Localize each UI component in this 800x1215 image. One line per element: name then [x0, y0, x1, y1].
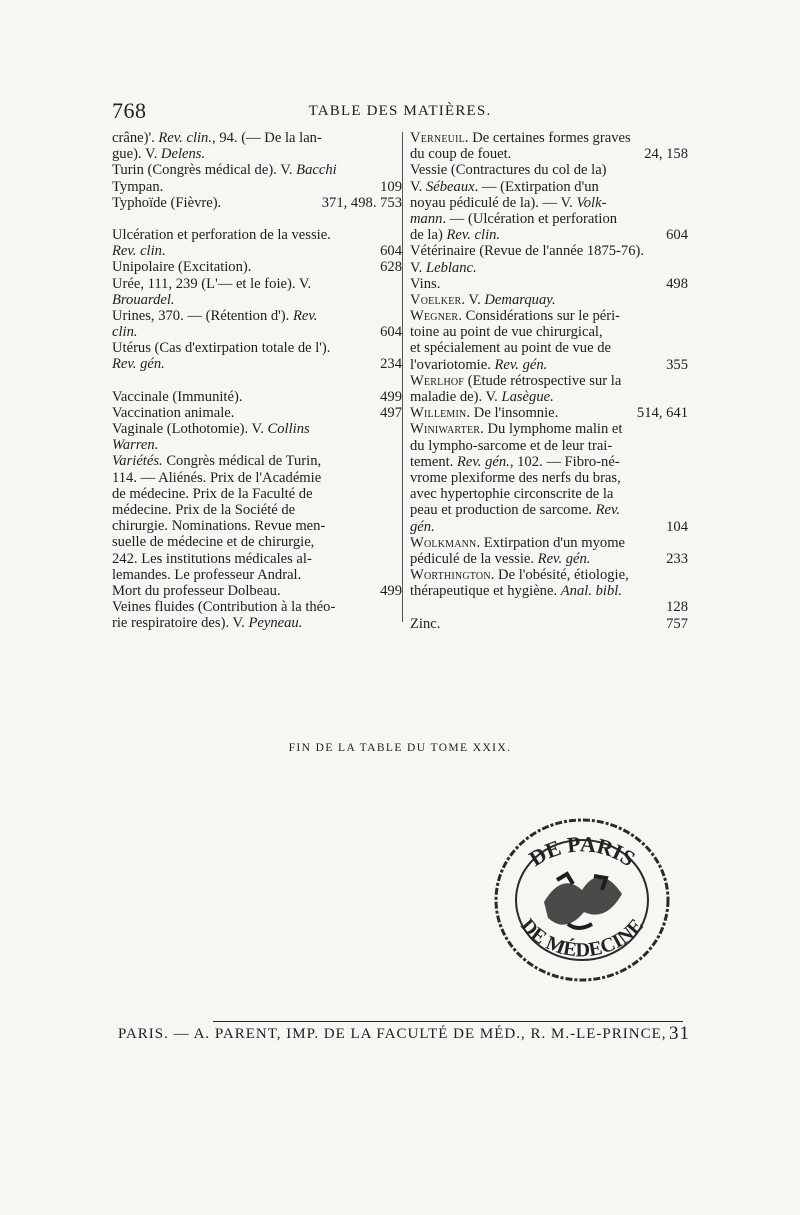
index-line: [410, 195, 688, 211]
index-line: [112, 324, 402, 340]
index-line: [112, 567, 402, 583]
index-t: V.: [410, 178, 426, 195]
index-t: Zinc.: [410, 615, 441, 632]
index-line: [410, 340, 688, 356]
stamp-text-bottom: DE MÉDECINE: [516, 914, 648, 962]
index-line: [112, 179, 402, 195]
index-line: [112, 470, 402, 486]
index-t: toine au point de vue chirurgical,: [410, 324, 603, 341]
index-t: et spécialement au point de vue de: [410, 340, 611, 357]
index-line: [112, 227, 402, 243]
index-line: [112, 243, 402, 259]
index-t: du lympho-sarcome et de leur trai-: [410, 437, 613, 454]
index-line: [112, 534, 402, 550]
index-line: [112, 292, 402, 308]
index-line: [410, 470, 688, 486]
index-line: [410, 583, 688, 599]
index-t: lemandes. Le professeur Andral.: [112, 566, 302, 583]
index-t: rie respiratoire des). V.: [112, 615, 249, 632]
index-pg: 604: [380, 243, 402, 260]
index-line: [112, 486, 402, 502]
index-line: [410, 243, 688, 259]
index-line: [410, 502, 688, 518]
index-t2: , 94. (— De la lan-: [212, 130, 322, 146]
index-sc: Verneuil: [410, 130, 465, 146]
index-pg: 24, 158: [644, 146, 688, 163]
index-line: [112, 615, 402, 631]
index-t: Ulcération et perforation de la vessie.: [112, 226, 331, 243]
index-line: [410, 324, 688, 340]
index-line: [112, 340, 402, 356]
index-t: crâne)'.: [112, 130, 159, 146]
index-t: Vaccination animale.: [112, 404, 235, 421]
index-i: Bacchi: [296, 162, 337, 179]
index-t: . Considérations sur le péri-: [458, 308, 621, 325]
index-t: Utérus (Cas d'extirpation totale de l').: [112, 340, 331, 357]
index-line: [410, 438, 688, 454]
index-i: Rev. gén.: [112, 356, 165, 373]
index-pg: 604: [666, 227, 688, 244]
index-i: Rev. gén.: [457, 453, 510, 470]
index-t: Mort du professeur Dolbeau.: [112, 582, 281, 599]
index-sc: Werlhof: [410, 372, 465, 389]
index-line: [112, 356, 402, 372]
index-t: suelle de médecine et de chirurgie,: [112, 534, 315, 551]
index-i: Variétés.: [112, 453, 163, 470]
index-line: [410, 486, 688, 502]
index-pg: 234: [380, 356, 402, 373]
index-t: Unipolaire (Excitation).: [112, 259, 252, 276]
index-t: 242. Les institutions médicales al-: [112, 550, 312, 567]
index-line: [112, 583, 402, 599]
index-i: Rev. clin.: [446, 227, 501, 244]
index-line: [410, 260, 688, 276]
index-line: [410, 616, 688, 632]
index-pg: 499: [380, 388, 402, 405]
index-i: Warren.: [112, 437, 159, 454]
index-line: [410, 519, 688, 535]
index-t: de la): [410, 227, 447, 244]
page-number: 768: [112, 98, 147, 123]
index-line: [112, 551, 402, 567]
index-line: [112, 405, 402, 421]
index-t: vrome plexiforme des nerfs du bras,: [410, 469, 621, 486]
signature-number: 31: [669, 1023, 690, 1044]
index-i: Peyneau.: [248, 615, 303, 632]
index-line: [410, 567, 688, 583]
index-t: gue). V.: [112, 146, 161, 163]
index-line: [410, 373, 688, 389]
index-t: . De certaines formes graves: [464, 130, 631, 146]
index-pg: 104: [666, 518, 688, 535]
index-t: Vins.: [410, 275, 441, 292]
index-line: [410, 599, 688, 615]
index-pg: 355: [666, 356, 688, 373]
index-i: Rev. clin.: [158, 130, 213, 146]
index-i: Leblanc.: [425, 259, 477, 276]
svg-text:DE PARIS: [524, 831, 639, 871]
stamp-text-top: DE PARIS: [524, 831, 640, 872]
index-i: Brouardel.: [112, 291, 175, 308]
index-t: Typhoïde (Fièvre).: [112, 194, 222, 211]
index-t: maladie de). V.: [410, 389, 502, 405]
index-pg: 233: [666, 550, 688, 567]
index-i: Collins: [267, 421, 310, 437]
index-t: . Extirpation d'un myome: [476, 534, 626, 551]
index-line: [112, 130, 402, 146]
index-line: [410, 357, 688, 373]
index-t: . De l'insomnie.: [466, 405, 559, 422]
index-t: pédiculé de la vessie.: [410, 550, 538, 567]
index-pg: 628: [380, 259, 402, 276]
index-t: avec hypertophie circonscrite de la: [410, 486, 614, 503]
index-pg: 514, 641: [636, 405, 688, 422]
index-pg: 497: [380, 404, 402, 421]
index-line: [112, 437, 402, 453]
index-pg: 604: [380, 324, 402, 341]
index-line: [410, 162, 688, 178]
index-t: noyau pédiculé de la). — V.: [410, 194, 577, 211]
index-pg: 498: [666, 275, 688, 292]
index-line: [410, 389, 688, 405]
index-line: [112, 162, 402, 178]
index-t: Vaginale (Lothotomie). V.: [112, 421, 268, 437]
index-line: [112, 599, 402, 615]
index-columns: [112, 130, 688, 630]
index-i: Volk-: [576, 194, 607, 211]
index-t: . De l'obésité, étiologie,: [490, 567, 629, 584]
index-t: de médecine. Prix de la Faculté de: [112, 485, 313, 502]
index-i: clin.: [112, 324, 138, 341]
index-line: [410, 454, 688, 470]
index-line: [410, 535, 688, 551]
index-sc: Wegner: [410, 308, 459, 325]
index-column-right: [410, 130, 688, 632]
index-i: Rev.: [595, 502, 621, 519]
index-i: Demarquay.: [484, 291, 556, 308]
index-line: [410, 292, 688, 308]
index-line: [112, 276, 402, 292]
running-head: [112, 98, 688, 124]
index-i: Rev. gén.: [494, 356, 548, 373]
index-t: l'ovariotomie.: [410, 356, 495, 373]
index-t: Urines, 370. — (Rétention d').: [112, 307, 293, 324]
index-line: [410, 421, 688, 437]
index-sc: Willemin: [410, 405, 467, 422]
index-i: mann: [410, 210, 443, 227]
header-title: TABLE DES MATIÈRES.: [308, 103, 492, 119]
index-sc: Wolkmann: [410, 534, 477, 551]
imprint-rule: [213, 1021, 683, 1022]
index-t: Veines fluides (Contribution à la théo-: [112, 599, 336, 616]
index-t: V.: [410, 259, 426, 276]
index-line: [112, 502, 402, 518]
index-i: Lasègue.: [501, 389, 554, 405]
index-t: . Du lymphome malin et: [480, 421, 623, 438]
index-t: peau et production de sarcome.: [410, 502, 596, 519]
index-line: [112, 389, 402, 405]
index-t2: . — (Ulcération et perforation: [442, 210, 618, 227]
index-i: Anal. bibl.: [560, 583, 622, 600]
index-t: thérapeutique et hygiène.: [410, 583, 561, 600]
index-t: chirurgie. Nominations. Revue men-: [112, 518, 326, 535]
index-t: Turin (Congrès médical de). V.: [112, 162, 297, 179]
index-i: gén.: [410, 518, 435, 535]
index-i: Sébeaux: [425, 178, 475, 195]
library-stamp-seal: [482, 802, 682, 992]
index-t2: Congrès médical de Turin,: [162, 453, 322, 470]
svg-text:DE MÉDECINE: [516, 915, 648, 962]
index-t: 114. — Aliénés. Prix de l'Académie: [112, 469, 322, 486]
column-divider: [402, 132, 403, 622]
index-line: [410, 276, 688, 292]
printer-imprint: [118, 1023, 690, 1044]
index-column-left: [112, 130, 402, 631]
index-t: tement.: [410, 453, 458, 470]
index-t: Tympan.: [112, 178, 164, 195]
index-i: Delens.: [160, 146, 206, 163]
index-sc: Worthington: [410, 567, 491, 584]
index-line: [112, 259, 402, 275]
index-t2: , 102. — Fibro-né-: [509, 453, 620, 470]
index-i: Rev.: [292, 307, 318, 324]
index-t: (Etude rétrospective sur la: [464, 372, 622, 389]
imprint-text: PARIS. — A. PARENT, IMP. DE LA FACULTÉ DE MÉD., R. M.-LE-PRINCE,: [118, 1026, 667, 1042]
index-sc: Winiwarter: [410, 421, 481, 438]
index-pg: 371, 498. 753: [321, 194, 402, 211]
index-line: [112, 518, 402, 534]
index-pg: 128: [666, 599, 688, 616]
index-line: [112, 195, 402, 211]
index-i: Rev. clin.: [112, 243, 166, 260]
index-t: Vétérinaire (Revue de l'année 1875-76).: [410, 243, 644, 260]
index-line: [410, 405, 688, 421]
index-t2: . — (Extirpation d'un: [474, 178, 599, 195]
index-line: [112, 146, 402, 162]
index-t: Urée, 111, 239 (L'— et le foie). V.: [112, 275, 312, 292]
index-pg: 109: [380, 178, 402, 195]
index-t: . V.: [461, 291, 485, 308]
index-t: Vessie (Contractures du col de la): [410, 162, 607, 179]
index-line: [112, 308, 402, 324]
index-line: [410, 211, 688, 227]
index-pg: 757: [666, 615, 688, 632]
index-line: [112, 421, 402, 437]
index-line: [410, 146, 688, 162]
index-t: médecine. Prix de la Société de: [112, 501, 296, 518]
index-t: du coup de fouet.: [410, 146, 512, 163]
end-of-table-note: FIN DE LA TABLE DU TOME XXIX.: [288, 742, 512, 754]
index-pg: 499: [380, 582, 402, 599]
index-sc: Voelker: [410, 291, 462, 308]
index-t: Vaccinale (Immunité).: [112, 388, 243, 405]
index-line: [410, 179, 688, 195]
index-line: [410, 308, 688, 324]
index-line: [112, 453, 402, 469]
index-line: [410, 130, 688, 146]
index-line: [410, 227, 688, 243]
index-line: [410, 551, 688, 567]
index-i: Rev. gén.: [537, 550, 591, 567]
